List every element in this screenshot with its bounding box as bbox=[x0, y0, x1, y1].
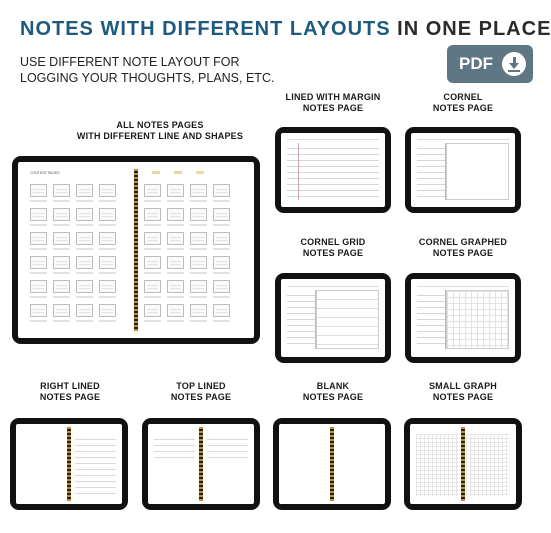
subtitle-line-2: LOGGING YOUR THOUGHTS, PLANS, ETC. bbox=[20, 71, 275, 85]
page-thumbnail-caption bbox=[213, 224, 230, 226]
page-thumbnail-caption bbox=[167, 296, 184, 298]
screen-cornel bbox=[411, 133, 515, 207]
nav-tab[interactable] bbox=[152, 171, 160, 174]
page-thumbnail-caption bbox=[99, 320, 116, 322]
pdf-download-badge[interactable] bbox=[447, 45, 533, 83]
page-thumbnail[interactable] bbox=[76, 304, 93, 317]
nav-tab[interactable] bbox=[174, 171, 182, 174]
screen-lined-margin bbox=[281, 133, 385, 207]
page-thumbnail-caption bbox=[167, 224, 184, 226]
title-accent: NOTES WITH DIFFERENT LAYOUTS bbox=[20, 18, 391, 40]
subtitle bbox=[20, 54, 320, 86]
page-thumbnail-caption bbox=[53, 272, 70, 274]
title-rest: IN ONE PLACE bbox=[390, 18, 551, 40]
page-thumbnail[interactable] bbox=[53, 232, 70, 245]
page-top-bar bbox=[417, 284, 509, 287]
page-thumbnail[interactable] bbox=[190, 208, 207, 221]
page-thumbnail[interactable] bbox=[30, 280, 47, 293]
page-thumbnail-caption bbox=[167, 200, 184, 202]
margin-line bbox=[298, 143, 299, 199]
spiral-binding bbox=[199, 427, 203, 501]
page-thumbnail[interactable] bbox=[213, 232, 230, 245]
page-thumbnail[interactable] bbox=[213, 280, 230, 293]
label-blank bbox=[275, 381, 391, 403]
label-all-notes-line-2: WITH DIFFERENT LINE AND SHAPES bbox=[76, 131, 244, 141]
spiral-binding bbox=[67, 427, 71, 501]
graph-grid bbox=[446, 290, 508, 349]
page-thumbnail[interactable] bbox=[144, 280, 161, 293]
page-thumbnail[interactable] bbox=[99, 280, 116, 293]
page-thumbnail-caption bbox=[190, 320, 207, 322]
page-thumbnail-caption bbox=[167, 272, 184, 274]
pdf-label: PDF bbox=[459, 54, 493, 73]
page-thumbnail-caption bbox=[76, 200, 93, 202]
page-thumbnail-caption bbox=[213, 248, 230, 250]
page-thumbnail[interactable] bbox=[213, 208, 230, 221]
screen-blank bbox=[279, 424, 385, 504]
page-top-bar bbox=[287, 284, 379, 287]
page-thumbnail-caption bbox=[167, 248, 184, 250]
label-all-notes bbox=[60, 120, 260, 142]
label-all-notes-line-1: ALL NOTES PAGES bbox=[116, 120, 204, 130]
screen-cornel-graphed bbox=[411, 279, 515, 357]
label-right-lined bbox=[12, 381, 128, 403]
page-thumbnail-caption bbox=[76, 320, 93, 322]
label-cornel-line-1: CORNEL bbox=[443, 92, 483, 102]
label-top-lined-line-1: TOP LINED bbox=[176, 381, 226, 391]
page-thumbnail[interactable] bbox=[30, 256, 47, 269]
page-thumbnail-caption bbox=[167, 320, 184, 322]
page-thumbnail[interactable] bbox=[99, 232, 116, 245]
tablet-small-graph bbox=[404, 418, 522, 510]
page-thumbnail[interactable] bbox=[76, 280, 93, 293]
left-page-lines bbox=[154, 434, 194, 460]
page-thumbnail-caption bbox=[190, 224, 207, 226]
page-thumbnail-caption bbox=[30, 248, 47, 250]
ruled-lines bbox=[287, 143, 379, 199]
page-thumbnail[interactable] bbox=[53, 256, 70, 269]
label-small-graph bbox=[405, 381, 521, 403]
page-thumbnail[interactable] bbox=[167, 304, 184, 317]
label-cornel-graphed-line-2: NOTES PAGE bbox=[432, 248, 494, 258]
page-thumbnail[interactable] bbox=[30, 208, 47, 221]
nav-tab[interactable] bbox=[196, 171, 204, 174]
right-page-grid bbox=[466, 434, 509, 496]
label-cornel-line-2: NOTES PAGE bbox=[432, 103, 494, 113]
page-thumbnail[interactable] bbox=[76, 232, 93, 245]
page-thumbnail-caption bbox=[76, 224, 93, 226]
page-thumbnail-caption bbox=[144, 296, 161, 298]
page-thumbnail[interactable] bbox=[167, 256, 184, 269]
page-thumbnail[interactable] bbox=[30, 232, 47, 245]
page-thumbnail[interactable] bbox=[190, 280, 207, 293]
page-thumbnail-caption bbox=[144, 272, 161, 274]
tablet-lined-margin bbox=[275, 127, 391, 213]
page-thumbnail[interactable] bbox=[167, 232, 184, 245]
label-blank-line-1: BLANK bbox=[316, 381, 350, 391]
page-thumbnail-caption bbox=[144, 224, 161, 226]
page-thumbnail[interactable] bbox=[190, 184, 207, 197]
subtitle-line-1: USE DIFFERENT NOTE LAYOUT FOR bbox=[20, 55, 240, 69]
label-lined-margin-line-2: NOTES PAGE bbox=[302, 103, 364, 113]
page-thumbnail[interactable] bbox=[99, 304, 116, 317]
label-lined-margin bbox=[275, 92, 391, 114]
page-thumbnail-caption bbox=[213, 272, 230, 274]
label-right-lined-line-1: RIGHT LINED bbox=[40, 381, 100, 391]
page-thumbnail-caption bbox=[144, 200, 161, 202]
page-thumbnail-caption bbox=[53, 224, 70, 226]
page-thumbnail-caption bbox=[76, 296, 93, 298]
page-thumbnail[interactable] bbox=[213, 256, 230, 269]
page-thumbnail-caption bbox=[144, 320, 161, 322]
page-thumbnail[interactable] bbox=[99, 184, 116, 197]
page-thumbnail-caption bbox=[53, 296, 70, 298]
label-blank-line-2: NOTES PAGE bbox=[302, 392, 364, 402]
page-thumbnail[interactable] bbox=[76, 256, 93, 269]
right-page-lines bbox=[75, 434, 115, 496]
label-small-graph-line-2: NOTES PAGE bbox=[432, 392, 494, 402]
label-cornel-graphed-line-1: CORNEL GRAPHED bbox=[418, 237, 508, 247]
page-thumbnail[interactable] bbox=[144, 208, 161, 221]
label-top-lined bbox=[143, 381, 259, 403]
page-thumbnail-caption bbox=[190, 248, 207, 250]
page-thumbnail[interactable] bbox=[53, 280, 70, 293]
page-thumbnail[interactable] bbox=[99, 256, 116, 269]
page-thumbnail[interactable] bbox=[213, 184, 230, 197]
page-thumbnail-caption bbox=[99, 272, 116, 274]
page-thumbnail[interactable] bbox=[167, 280, 184, 293]
main-tablet bbox=[12, 156, 260, 344]
cornel-cue-column bbox=[417, 290, 446, 349]
page-thumbnail-caption bbox=[190, 200, 207, 202]
page-thumbnail-caption bbox=[30, 320, 47, 322]
tablet-top-lined bbox=[142, 418, 260, 510]
tablet-right-lined bbox=[10, 418, 128, 510]
page-thumbnail-caption bbox=[190, 272, 207, 274]
label-small-graph-line-1: SMALL GRAPH bbox=[428, 381, 498, 391]
left-page-grid bbox=[416, 434, 459, 496]
label-right-lined-line-2: NOTES PAGE bbox=[39, 392, 101, 402]
page-thumbnail-caption bbox=[190, 296, 207, 298]
page-thumbnail[interactable] bbox=[167, 184, 184, 197]
page-thumbnail-caption bbox=[30, 296, 47, 298]
page-thumbnail[interactable] bbox=[53, 184, 70, 197]
page-thumbnail-caption bbox=[76, 272, 93, 274]
page-thumbnail[interactable] bbox=[144, 256, 161, 269]
page-thumbnail[interactable] bbox=[190, 232, 207, 245]
page-thumbnail[interactable] bbox=[144, 232, 161, 245]
page-thumbnail-caption bbox=[213, 320, 230, 322]
page-thumbnail[interactable] bbox=[190, 256, 207, 269]
page-thumbnail-caption bbox=[99, 200, 116, 202]
page-thumbnail-caption bbox=[30, 224, 47, 226]
page-title bbox=[20, 18, 551, 41]
page-thumbnail[interactable] bbox=[190, 304, 207, 317]
page-thumbnail-caption bbox=[30, 272, 47, 274]
page-thumbnail[interactable] bbox=[99, 208, 116, 221]
label-cornel-graphed bbox=[405, 237, 521, 259]
page-thumbnail-caption bbox=[99, 296, 116, 298]
cornel-notes-area bbox=[446, 143, 508, 199]
tablet-cornel-graphed bbox=[405, 273, 521, 363]
label-lined-margin-line-1: LINED WITH MARGIN bbox=[285, 92, 381, 102]
page-thumbnail[interactable] bbox=[144, 304, 161, 317]
label-top-lined-line-2: NOTES PAGE bbox=[170, 392, 232, 402]
label-cornel bbox=[405, 92, 521, 114]
page-thumbnail[interactable] bbox=[144, 184, 161, 197]
spiral-binding bbox=[330, 427, 334, 501]
screen-cornel-grid bbox=[281, 279, 385, 357]
page-thumbnail[interactable] bbox=[53, 304, 70, 317]
page-thumbnail-caption bbox=[99, 224, 116, 226]
page-thumbnail-caption bbox=[213, 296, 230, 298]
page-thumbnail-caption bbox=[213, 200, 230, 202]
page-thumbnail[interactable] bbox=[30, 304, 47, 317]
main-tablet-screen bbox=[18, 162, 254, 338]
screen-top-lined bbox=[148, 424, 254, 504]
tablet-blank bbox=[273, 418, 391, 510]
cornel-notes-area bbox=[316, 290, 378, 349]
screen-right-lined bbox=[16, 424, 122, 504]
screen-small-graph bbox=[410, 424, 516, 504]
page-thumbnail-caption bbox=[144, 248, 161, 250]
page-top-bar bbox=[417, 137, 509, 140]
spiral-binding bbox=[461, 427, 465, 501]
download-icon bbox=[502, 52, 526, 76]
page-thumbnail-caption bbox=[53, 248, 70, 250]
label-cornel-grid bbox=[275, 237, 391, 259]
tablet-cornel-grid bbox=[275, 273, 391, 363]
tablet-cornel bbox=[405, 127, 521, 213]
page-thumbnail[interactable] bbox=[76, 208, 93, 221]
page-thumbnail[interactable] bbox=[53, 208, 70, 221]
page-thumbnail-caption bbox=[53, 320, 70, 322]
main-page-header: CONTENT PAGES bbox=[30, 171, 60, 175]
cornel-cue-column bbox=[287, 290, 316, 349]
right-page-lines bbox=[207, 434, 247, 460]
page-thumbnail[interactable] bbox=[213, 304, 230, 317]
page-thumbnail-caption bbox=[76, 248, 93, 250]
page-thumbnail[interactable] bbox=[167, 208, 184, 221]
label-cornel-grid-line-2: NOTES PAGE bbox=[302, 248, 364, 258]
page-thumbnail-caption bbox=[30, 200, 47, 202]
spiral-binding bbox=[134, 169, 138, 331]
page-thumbnail-caption bbox=[53, 200, 70, 202]
page-thumbnail[interactable] bbox=[30, 184, 47, 197]
label-cornel-grid-line-1: CORNEL GRID bbox=[300, 237, 366, 247]
cornel-cue-column bbox=[417, 143, 446, 199]
page-thumbnail-caption bbox=[99, 248, 116, 250]
page-thumbnail[interactable] bbox=[76, 184, 93, 197]
page-top-bar bbox=[287, 137, 379, 140]
